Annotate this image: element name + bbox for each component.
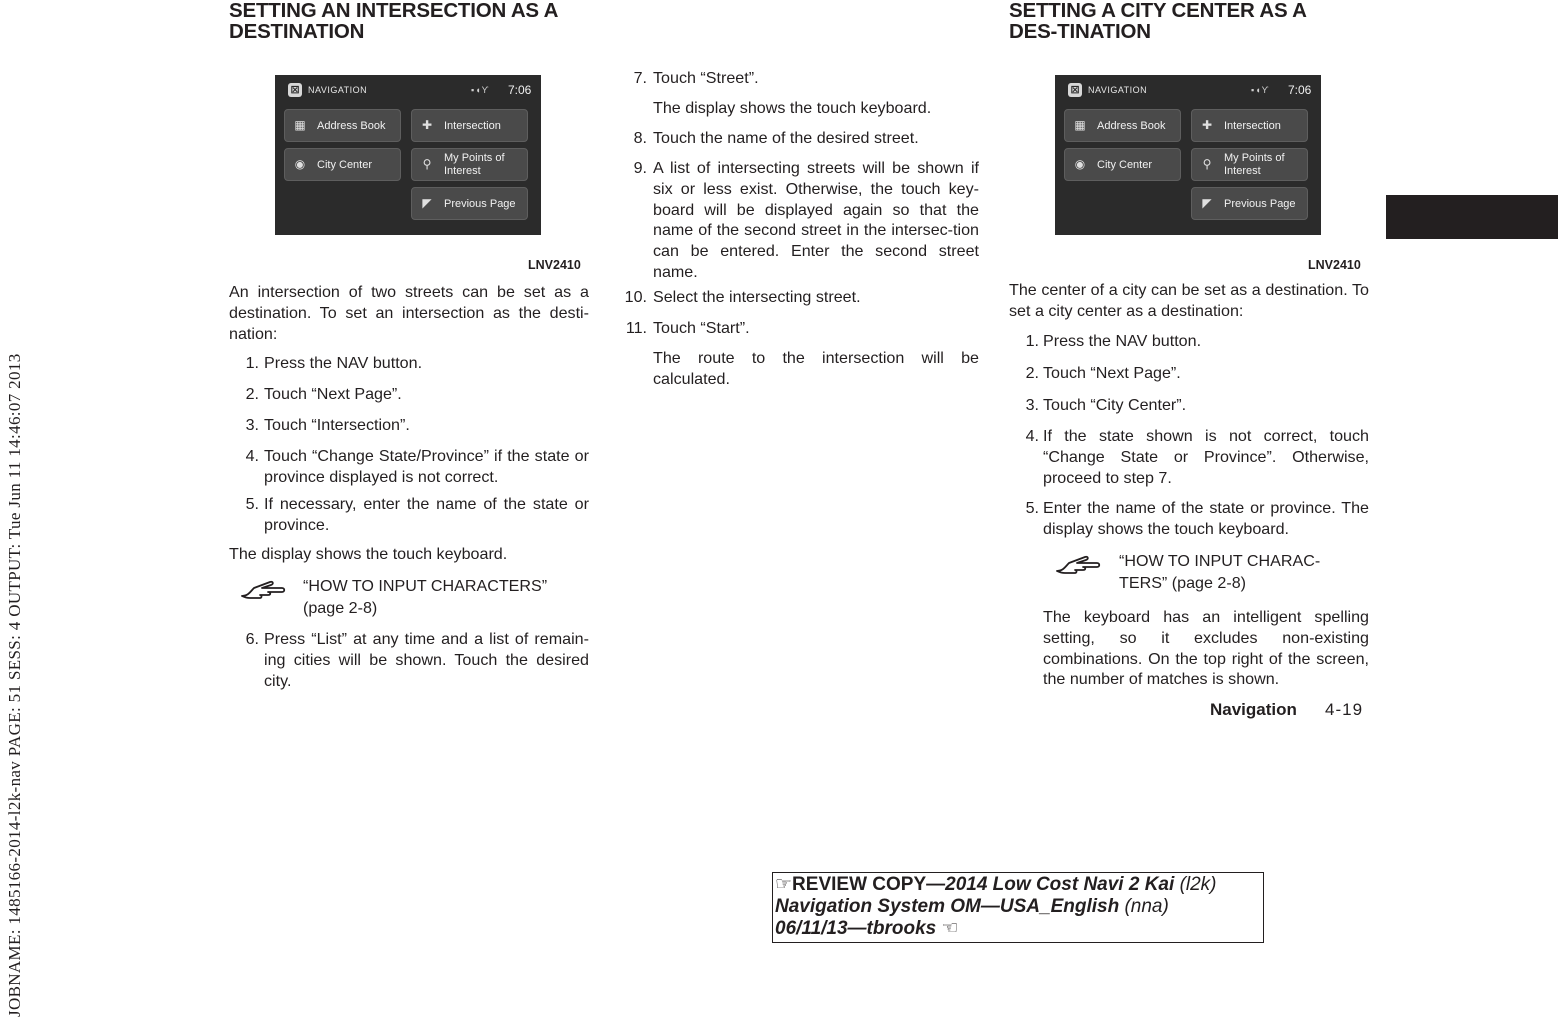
step-number: 8. [633,129,647,147]
nav-status-bar [1055,75,1321,103]
right-crossref[interactable] [1119,550,1359,594]
step-text: A list of intersecting streets will be shown if six or less exist. Otherwise, the touch key-board will be displayed again so that the name of the second street in the intersec-tion can be entered. Enter the second street name. [653,159,979,281]
review-line2-main: Navigation System OM—USA_English [775,896,1120,917]
address-book-button[interactable] [284,109,401,142]
step-number: 6. [245,630,259,648]
step-number: 1. [1025,332,1039,350]
crossref-line-1: “HOW TO INPUT CHARAC- [1119,552,1321,570]
figure-caption-right: LNV2410 [1308,258,1361,272]
review-line-1 [775,874,1217,896]
step-text: Touch “Next Page”. [1043,364,1181,382]
city-center-button[interactable] [284,148,401,181]
step-text: The route to the intersection will be calculated. [653,349,979,388]
address-book-icon: ▦ [1074,118,1086,132]
review-copy-label: REVIEW COPY— [792,874,946,895]
my-poi-label: My Points of Interest [444,152,505,177]
footer-section-name: Navigation [1210,700,1297,719]
step-number: 4. [1025,427,1039,445]
nav-label: NAVIGATION [308,85,368,95]
map-pin-icon: ⚲ [1202,157,1212,171]
pointing-hand-icon [240,574,286,600]
signal-status-icon: ▪◖ϒ [1251,85,1270,95]
my-points-of-interest-button[interactable] [1191,148,1308,181]
step-text: Select the intersecting street. [653,288,861,306]
my-poi-label: My Points of Interest [1224,152,1285,177]
step-number: 5. [1025,499,1039,517]
review-code-2: (nna) [1124,896,1169,917]
address-book-label: Address Book [1097,120,1166,132]
review-title: 2014 Low Cost Navi 2 Kai [945,874,1175,895]
footer-page-number: 4-19 [1325,700,1364,719]
right-keyboard-info: The keyboard has an intelligent spelling setting, so it excludes non-existing combinations. On the top right of the screen, the number of matches is shown. [1043,608,1369,689]
intersection-button[interactable] [411,109,528,142]
step-text: If the state shown is not correct, touch “Change State or Province”. Otherwise, proceed to step 7. [1043,427,1369,487]
nav-clock: 7:06 [508,83,532,97]
navigation-logo-icon: ⊠ [1068,83,1082,97]
step-text: Touch “Street”. [653,69,759,87]
city-center-icon: ◉ [1074,157,1086,171]
step-number: 3. [1025,396,1039,414]
pointing-hand-icon: ☞ [775,874,793,895]
previous-page-label: Previous Page [444,198,516,210]
step-number: 10. [624,288,647,306]
intersection-icon: ✚ [1201,118,1213,132]
job-stamp: JOBNAME: 1485166-2014-l2k-nav PAGE: 51 SESS: 4 OUTPUT: Tue Jun 11 14:46:07 2013 [5,353,24,1017]
step-text: Touch “Intersection”. [264,416,410,434]
review-line-3 [775,918,959,940]
nav-label: NAVIGATION [1088,85,1148,95]
step-number: 2. [245,385,259,403]
step-text: Enter the name of the state or province. The display shows the touch keyboard. [1043,499,1369,538]
step-number: 5. [245,495,259,513]
figure-caption-left: LNV2410 [528,258,581,272]
map-pin-icon: ⚲ [422,157,432,171]
step-text: Touch “City Center”. [1043,396,1187,414]
left-crossref[interactable]: “HOW TO INPUT CHARACTERS” (page 2-8) [303,577,548,617]
step-number: 9. [633,159,647,177]
step-text: Touch “Change State/Province” if the state or province displayed is not correct. [264,447,589,486]
pointing-hand-left-icon: ☜ [941,918,959,939]
my-points-of-interest-button[interactable] [411,148,528,181]
left-section-title: SETTING AN INTERSECTION AS A DESTINATION [229,0,558,43]
previous-page-button[interactable] [411,187,528,220]
nav-screen-right [1055,75,1321,235]
step-number: 1. [245,354,259,372]
step-text: If necessary, enter the name of the state or province. [264,495,589,534]
step-text: The display shows the touch keyboard. [653,99,932,117]
step-number: 7. [633,69,647,87]
city-center-label: City Center [317,159,373,171]
previous-page-label: Previous Page [1224,198,1296,210]
signal-status-icon: ▪◖ϒ [471,85,490,95]
step-number: 11. [625,319,647,337]
address-book-icon: ▦ [294,118,306,132]
city-center-label: City Center [1097,159,1153,171]
step-text: Touch “Start”. [653,319,750,337]
right-section-title: SETTING A CITY CENTER AS A DES-TINATION [1009,0,1307,43]
right-intro: The center of a city can be set as a destination. To set a city center as a destination: [1009,281,1369,320]
review-date-author: 06/11/13—tbrooks [775,918,937,939]
section-tab [1386,195,1558,239]
review-line-2 [775,896,1169,918]
nav-screen-left [275,75,541,235]
step-number: 4. [245,447,259,465]
left-keyboard-note: The display shows the touch keyboard. [229,545,508,563]
nav-clock: 7:06 [1288,83,1312,97]
previous-page-button[interactable] [1191,187,1308,220]
step-text: Touch the name of the desired street. [653,129,919,147]
navigation-logo-icon: ⊠ [288,83,302,97]
review-copy-box [772,872,1264,943]
intersection-label: Intersection [1224,120,1281,132]
intersection-button[interactable] [1191,109,1308,142]
intersection-label: Intersection [444,120,501,132]
previous-page-icon: ◤ [422,196,432,210]
previous-page-icon: ◤ [1202,196,1212,210]
step-text: Touch “Next Page”. [264,385,402,403]
intersection-icon: ✚ [421,118,433,132]
address-book-label: Address Book [317,120,386,132]
review-code-1: (l2k) [1179,874,1217,895]
step-text: Press “List” at any time and a list of remain-ing cities will be shown. Touch the desired city. [264,630,589,690]
step-text: Press the NAV button. [1043,332,1202,350]
step-number: 3. [245,416,259,434]
left-intro: An intersection of two streets can be set as a destination. To set an intersection as the desti-nation: [229,283,589,343]
city-center-icon: ◉ [294,157,306,171]
address-book-button[interactable] [1064,109,1181,142]
city-center-button[interactable] [1064,148,1181,181]
nav-status-bar [275,75,541,103]
crossref-line-2: TERS” (page 2-8) [1119,574,1247,592]
pointing-hand-icon [1055,549,1101,575]
step-number: 2. [1025,364,1039,382]
step-text: Press the NAV button. [264,354,423,372]
